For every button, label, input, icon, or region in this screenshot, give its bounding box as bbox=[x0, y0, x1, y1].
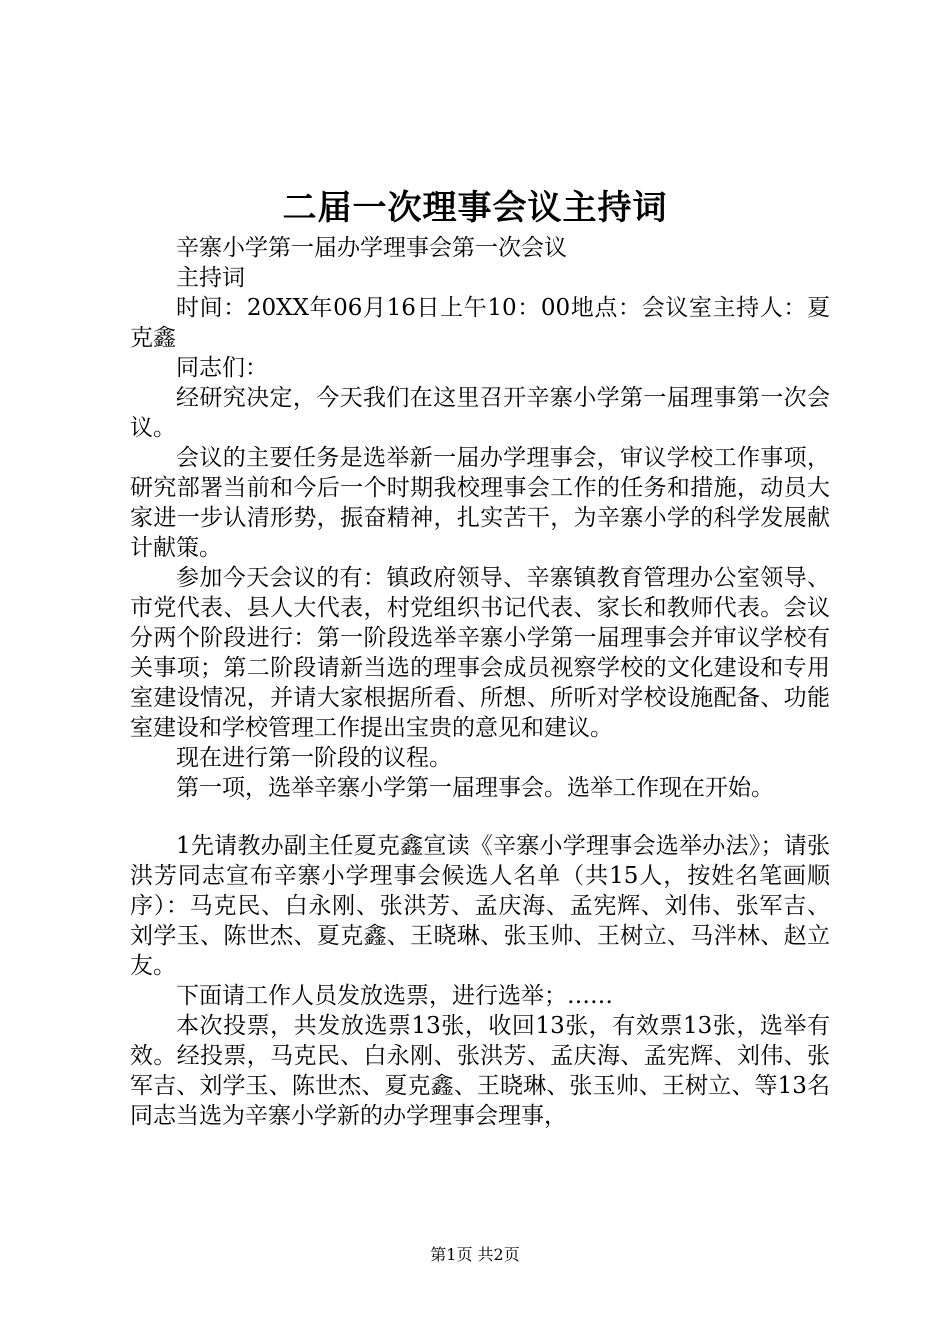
document-body bbox=[130, 233, 830, 1131]
paragraph-stage-one: 现在进行第一阶段的议程。 bbox=[176, 745, 452, 771]
page-number-footer: 第1页 共2页 bbox=[430, 1245, 520, 1264]
paragraph-time-place: 时间：20XX年06月16日上午10：00地点：会议室主持人：夏克鑫 bbox=[130, 295, 830, 351]
paragraph-election-method: 1先请教办副主任夏克鑫宣读《辛寨小学理事会选举办法》；请张洪芳同志宣布辛寨小学理事会候选人名单（共15人，按姓名笔画顺序）：马克民、白永刚、张洪芳、孟庆海、孟宪辉、刘伟、张军吉、刘学玉、陈世杰、夏克鑫、王晓琳、张玉帅、王树立、马泮林、赵立友。 bbox=[130, 833, 830, 979]
paragraph-vote-result: 本次投票，共发放选票13张，收回13张，有效票13张，选举有效。经投票，马克民、白永刚、张洪芳、孟庆海、孟宪辉、刘伟、张军吉、刘学玉、陈世杰、夏克鑫、王晓琳、张玉帅、王树立、等13名同志当选为辛寨小学新的办学理事会理事， bbox=[130, 1013, 830, 1129]
paragraph-main-task: 会议的主要任务是选举新一届办学理事会，审议学校工作事项，研究部署当前和今后一个时期我校理事会工作的任务和措施，动员大家进一步认清形势，振奋精神，扎实苦干，为辛寨小学的科学发展献计献策。 bbox=[130, 445, 830, 561]
paragraph-subtitle: 主持词 bbox=[176, 265, 245, 291]
paragraph-opening: 经研究决定，今天我们在这里召开辛寨小学第一届理事第一次会议。 bbox=[130, 385, 830, 441]
paragraph-meeting-name: 辛寨小学第一届办学理事会第一次会议 bbox=[176, 235, 567, 261]
paragraph-greeting: 同志们： bbox=[176, 355, 268, 381]
paragraph-item-one: 第一项，选举辛寨小学第一届理事会。选举工作现在开始。 bbox=[176, 775, 774, 801]
paragraph-attendees: 参加今天会议的有：镇政府领导、辛寨镇教育管理办公室领导、市党代表、县人大代表，村党组织书记代表、家长和教师代表。会议分两个阶段进行：第一阶段选举辛寨小学第一届理事会并审议学校有关事项；第二阶段请新当选的理事会成员视察学校的文化建设和专用室建设情况，并请大家根据所看、所想、所听对学校设施配备、功能室建设和学校管理工作提出宝贵的意见和建议。 bbox=[130, 565, 830, 741]
document-title: 二届一次理事会议主持词 bbox=[282, 188, 668, 228]
paragraph-ballots: 下面请工作人员发放选票，进行选举；…… bbox=[176, 983, 613, 1009]
